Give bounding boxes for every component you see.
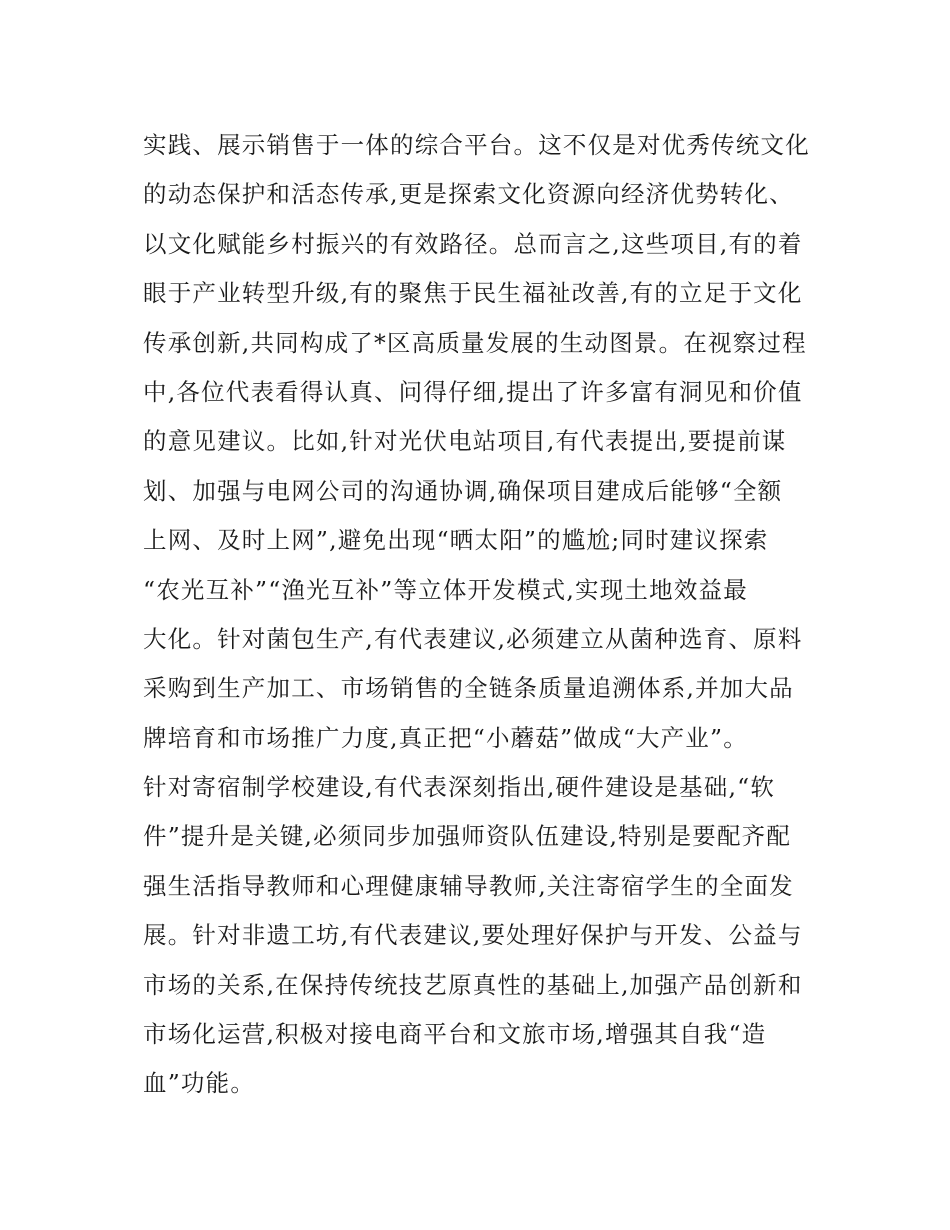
text-line: 件”提升是关键,必须同步加强师资队伍建设,特别是要配齐配 <box>143 822 792 851</box>
body-paragraph <box>143 121 823 1109</box>
text-line: 市场的关系,在保持传统技艺原真性的基础上,加强产品创新和 <box>143 970 803 999</box>
text-line: 大化。针对菌包生产,有代表建议,必须建立从菌种选育、原料 <box>143 624 803 653</box>
text-line: 强生活指导教师和心理健康辅导教师,关注寄宿学生的全面发 <box>143 871 794 900</box>
text-line: 划、加强与电网公司的沟通协调,确保项目建成后能够“全额 <box>143 476 783 505</box>
text-line: 以文化赋能乡村振兴的有效路径。总而言之,这些项目,有的着 <box>143 229 803 258</box>
text-line: 展。针对非遗工坊,有代表建议,要处理好保护与开发、公益与 <box>143 921 803 950</box>
text-line: 中,各位代表看得认真、问得仔细,提出了许多富有洞见和价值 <box>143 377 803 406</box>
text-line: 针对寄宿制学校建设,有代表深刻指出,硬件建设是基础,“软 <box>143 773 776 802</box>
text-line: 的意见建议。比如,针对光伏电站项目,有代表提出,要提前谋 <box>143 427 787 456</box>
text-line: 实践、展示销售于一体的综合平台。这不仅是对优秀传统文化 <box>143 131 810 159</box>
text-line: 传承创新,共同构成了*区高质量发展的生动图景。在视察过程 <box>143 328 807 357</box>
text-line: 眼于产业转型升级,有的聚焦于民生福祉改善,有的立足于文化 <box>143 279 803 308</box>
text-line: 采购到生产加工、市场销售的全链条质量追溯体系,并加大品 <box>143 674 794 703</box>
text-line: “农光互补”“渔光互补”等立体开发模式,实现土地效益最 <box>143 575 748 604</box>
text-line: 市场化运营,积极对接电商平台和文旅市场,增强其自我“造 <box>143 1020 767 1049</box>
text-line: 血”功能。 <box>143 1069 256 1098</box>
text-line: 牌培育和市场推广力度,真正把“小蘑菇”做成“大产业”。 <box>143 723 748 752</box>
text-line: 的动态保护和活态传承,更是探索文化资源向经济优势转化、 <box>143 180 794 209</box>
text-line: 上网、及时上网”,避免出现“晒太阳”的尴尬;同时建议探索 <box>143 526 769 555</box>
